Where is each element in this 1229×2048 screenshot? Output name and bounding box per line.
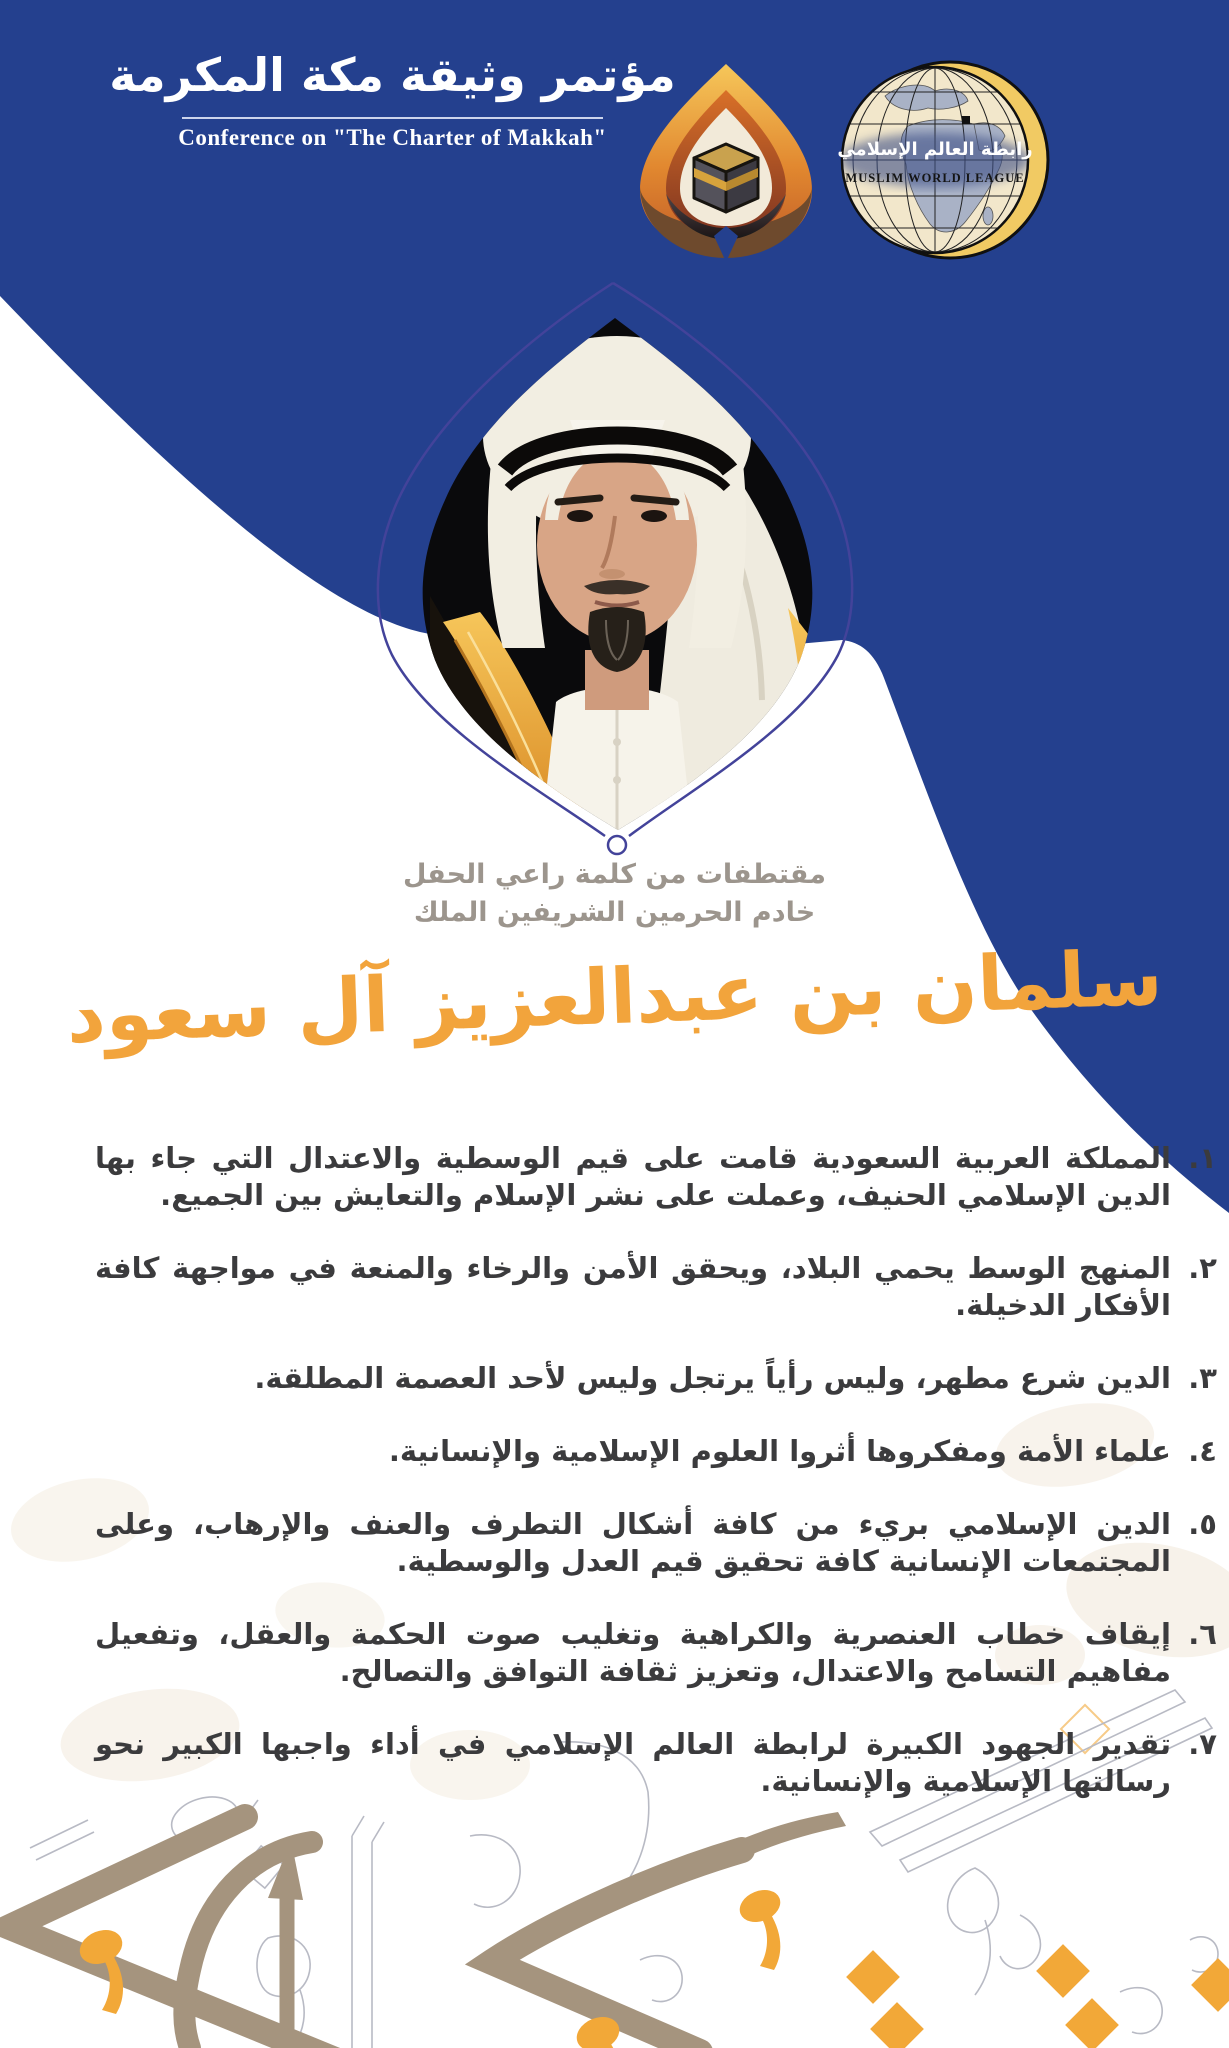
conference-logo-arabic-calligraphy: مؤتمر وثيقة مكة المكرمة xyxy=(109,48,676,102)
item-text: المنهج الوسط يحمي البلاد، ويحقق الأمن والرخاء والمنعة في مواجهة كافة الأفكار الدخيلة. xyxy=(95,1251,1171,1322)
conference-logo-divider xyxy=(182,117,603,119)
muslim-world-league-logo xyxy=(836,54,1068,268)
item-number: ٢. xyxy=(1188,1251,1217,1285)
kaaba-dot-icon xyxy=(962,116,970,124)
conference-logo-english-label: Conference on "The Charter of Makkah" xyxy=(178,125,607,151)
item-number: ٣. xyxy=(1188,1361,1217,1395)
conference-logo xyxy=(105,48,680,151)
item-number: ٦. xyxy=(1188,1617,1217,1651)
list-item xyxy=(95,1140,1217,1214)
list-item xyxy=(95,1360,1217,1397)
item-text: علماء الأمة ومفكروها أثروا العلوم الإسلامية والإنسانية. xyxy=(388,1434,1171,1468)
list-item xyxy=(95,1250,1217,1324)
list-item xyxy=(95,1616,1217,1690)
kaaba-flame-logo-icon xyxy=(622,56,830,268)
item-number: ٤. xyxy=(1188,1434,1217,1468)
list-item xyxy=(95,1506,1217,1580)
intro-line-2: خادم الحرمين الشريفين الملك xyxy=(413,897,816,928)
item-text: الدين الإسلامي بريء من كافة أشكال التطرف والعنف والإرهاب، وعلى المجتمعات الإنسانية كافة تحقيق قيم العدل والوسطية. xyxy=(95,1507,1171,1578)
item-number: ٥. xyxy=(1188,1507,1217,1541)
intro-line-1: مقتطفات من كلمة راعي الحفل xyxy=(403,859,826,890)
item-text: المملكة العربية السعودية قامت على قيم الوسطية والاعتدال التي جاء بها الدين الإسلامي الحنيف، وعملت على نشر الإسلام والتعايش بين الجميع. xyxy=(95,1141,1171,1212)
item-text: تقدير الجهود الكبيرة لرابطة العالم الإسلامي في أداء واجبها الكبير نحو رسالتها الإسلامية والإنسانية. xyxy=(95,1727,1171,1798)
item-text: الدين شرع مطهر، وليس رأياً يرتجل وليس لأحد العصمة المطلقة. xyxy=(254,1361,1171,1395)
mwl-english-label: MUSLIM WORLD LEAGUE xyxy=(845,171,1025,185)
list-item xyxy=(95,1726,1217,1800)
item-number: ١. xyxy=(1188,1141,1217,1175)
item-text: إيقاف خطاب العنصرية والكراهية وتغليب صوت الحكمة والعقل، وتفعيل مفاهيم التسامح والاعتدال، وتعزيز ثقافة التوافق والتصالح. xyxy=(95,1617,1171,1688)
mwl-arabic-label: رابطة العالم الإسلامي xyxy=(837,139,1033,160)
quotes-list xyxy=(95,1140,1217,1836)
list-item xyxy=(95,1433,1217,1470)
king-name-calligraphy: سلمان بن عبدالعزيز آل سعود xyxy=(64,932,1164,1061)
item-number: ٧. xyxy=(1188,1727,1217,1761)
